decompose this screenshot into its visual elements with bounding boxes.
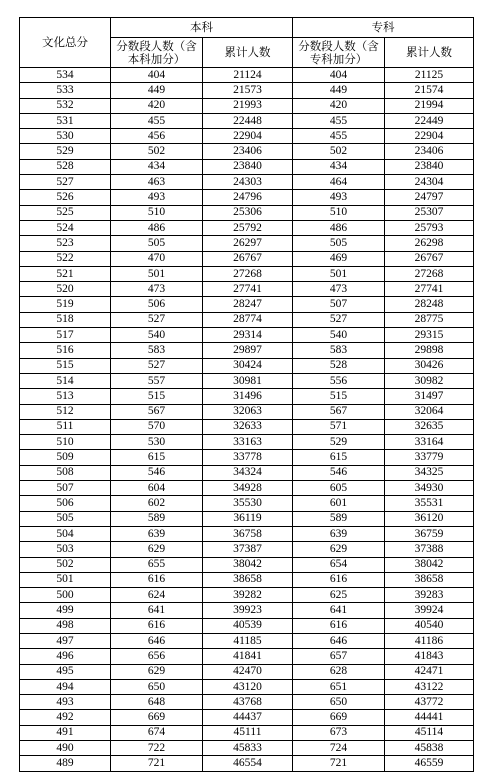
cumulative-cell: 32063 <box>203 404 293 419</box>
table-row <box>20 756 474 771</box>
cumulative-cell: 32633 <box>203 419 293 434</box>
score-cell: 512 <box>20 404 111 419</box>
table-header <box>20 18 474 68</box>
segment-count-cell: 473 <box>111 282 203 297</box>
cumulative-cell: 41841 <box>203 649 293 664</box>
cumulative-cell: 25792 <box>203 220 293 235</box>
table-row <box>20 481 474 496</box>
segment-count-cell: 646 <box>111 633 203 648</box>
cumulative-cell: 25306 <box>203 205 293 220</box>
segment-count-cell: 455 <box>111 113 203 128</box>
cumulative-cell: 45838 <box>385 741 474 756</box>
table-row <box>20 220 474 235</box>
cumulative-cell: 32064 <box>385 404 474 419</box>
table-body <box>20 68 474 772</box>
score-cell: 519 <box>20 297 111 312</box>
segment-count-cell: 470 <box>111 251 203 266</box>
score-cell: 533 <box>20 83 111 98</box>
cumulative-cell: 29315 <box>385 328 474 343</box>
segment-count-cell: 456 <box>111 129 203 144</box>
table-row <box>20 511 474 526</box>
segment-count-cell: 571 <box>293 419 385 434</box>
cumulative-cell: 44441 <box>385 710 474 725</box>
segment-count-cell: 486 <box>293 220 385 235</box>
table-row <box>20 373 474 388</box>
score-cell: 506 <box>20 496 111 511</box>
segment-count-cell: 527 <box>293 312 385 327</box>
score-cell: 492 <box>20 710 111 725</box>
segment-count-cell: 455 <box>293 129 385 144</box>
cumulative-cell: 33778 <box>203 450 293 465</box>
cumulative-cell: 28247 <box>203 297 293 312</box>
segment-count-cell: 615 <box>111 450 203 465</box>
score-cell: 502 <box>20 557 111 572</box>
segment-count-cell: 625 <box>293 588 385 603</box>
segment-count-cell: 605 <box>293 481 385 496</box>
table-row <box>20 236 474 251</box>
score-cell: 496 <box>20 649 111 664</box>
cumulative-cell: 27268 <box>385 266 474 281</box>
segment-count-cell: 624 <box>111 588 203 603</box>
cumulative-cell: 29897 <box>203 343 293 358</box>
cumulative-cell: 40539 <box>203 618 293 633</box>
segment-count-cell: 515 <box>293 389 385 404</box>
header-cumulative-junior-college: 累计人数 <box>385 38 474 68</box>
table-row <box>20 129 474 144</box>
cumulative-cell: 22448 <box>203 113 293 128</box>
score-cell: 494 <box>20 679 111 694</box>
table-row <box>20 450 474 465</box>
cumulative-cell: 21573 <box>203 83 293 98</box>
score-cell: 517 <box>20 328 111 343</box>
score-cell: 530 <box>20 129 111 144</box>
segment-count-cell: 540 <box>111 328 203 343</box>
table-row <box>20 633 474 648</box>
cumulative-cell: 44437 <box>203 710 293 725</box>
segment-count-cell: 546 <box>293 465 385 480</box>
segment-count-cell: 434 <box>111 159 203 174</box>
segment-count-cell: 493 <box>111 190 203 205</box>
cumulative-cell: 38042 <box>385 557 474 572</box>
cumulative-cell: 37388 <box>385 542 474 557</box>
segment-count-cell: 449 <box>111 83 203 98</box>
cumulative-cell: 30982 <box>385 373 474 388</box>
table-row <box>20 741 474 756</box>
cumulative-cell: 46554 <box>203 756 293 771</box>
score-distribution-table <box>19 17 474 772</box>
score-cell: 532 <box>20 98 111 113</box>
score-cell: 507 <box>20 481 111 496</box>
cumulative-cell: 43772 <box>385 695 474 710</box>
segment-count-cell: 527 <box>111 312 203 327</box>
cumulative-cell: 33779 <box>385 450 474 465</box>
segment-count-cell: 502 <box>293 144 385 159</box>
segment-count-cell: 602 <box>111 496 203 511</box>
segment-count-cell: 589 <box>293 511 385 526</box>
score-cell: 493 <box>20 695 111 710</box>
table-row <box>20 572 474 587</box>
segment-count-cell: 570 <box>111 419 203 434</box>
cumulative-cell: 38658 <box>385 572 474 587</box>
table-row <box>20 282 474 297</box>
cumulative-cell: 39924 <box>385 603 474 618</box>
score-cell: 528 <box>20 159 111 174</box>
segment-count-cell: 506 <box>111 297 203 312</box>
cumulative-cell: 45114 <box>385 725 474 740</box>
table-row <box>20 557 474 572</box>
cumulative-cell: 25307 <box>385 205 474 220</box>
segment-count-cell: 493 <box>293 190 385 205</box>
table-row <box>20 710 474 725</box>
segment-count-cell: 722 <box>111 741 203 756</box>
segment-count-cell: 650 <box>111 679 203 694</box>
table-row <box>20 113 474 128</box>
header-group-undergraduate: 本科 <box>111 18 293 38</box>
cumulative-cell: 23406 <box>385 144 474 159</box>
cumulative-cell: 32635 <box>385 419 474 434</box>
segment-count-cell: 641 <box>293 603 385 618</box>
cumulative-cell: 34928 <box>203 481 293 496</box>
cumulative-cell: 24304 <box>385 175 474 190</box>
table-row <box>20 618 474 633</box>
table-row <box>20 98 474 113</box>
segment-count-cell: 650 <box>293 695 385 710</box>
segment-count-cell: 404 <box>293 68 385 83</box>
cumulative-cell: 37387 <box>203 542 293 557</box>
segment-count-cell: 648 <box>111 695 203 710</box>
cumulative-cell: 26767 <box>203 251 293 266</box>
cumulative-cell: 26297 <box>203 236 293 251</box>
cumulative-cell: 42471 <box>385 664 474 679</box>
table-row <box>20 343 474 358</box>
cumulative-cell: 31497 <box>385 389 474 404</box>
score-cell: 526 <box>20 190 111 205</box>
segment-count-cell: 463 <box>111 175 203 190</box>
header-segment-count-undergraduate: 分数段人数（含本科加分） <box>111 38 203 68</box>
header-segment-count-junior-college: 分数段人数（含专科加分） <box>293 38 385 68</box>
cumulative-cell: 24797 <box>385 190 474 205</box>
segment-count-cell: 515 <box>111 389 203 404</box>
score-cell: 524 <box>20 220 111 235</box>
table-row <box>20 358 474 373</box>
segment-count-cell: 616 <box>293 572 385 587</box>
score-cell: 508 <box>20 465 111 480</box>
score-cell: 497 <box>20 633 111 648</box>
segment-count-cell: 673 <box>293 725 385 740</box>
score-cell: 500 <box>20 588 111 603</box>
header-row-1 <box>20 18 474 38</box>
cumulative-cell: 43768 <box>203 695 293 710</box>
cumulative-cell: 36759 <box>385 526 474 541</box>
cumulative-cell: 30426 <box>385 358 474 373</box>
segment-count-cell: 505 <box>111 236 203 251</box>
cumulative-cell: 30981 <box>203 373 293 388</box>
cumulative-cell: 36119 <box>203 511 293 526</box>
cumulative-cell: 21124 <box>203 68 293 83</box>
score-cell: 504 <box>20 526 111 541</box>
cumulative-cell: 21994 <box>385 98 474 113</box>
segment-count-cell: 654 <box>293 557 385 572</box>
cumulative-cell: 41186 <box>385 633 474 648</box>
segment-count-cell: 464 <box>293 175 385 190</box>
segment-count-cell: 404 <box>111 68 203 83</box>
segment-count-cell: 469 <box>293 251 385 266</box>
segment-count-cell: 724 <box>293 741 385 756</box>
cumulative-cell: 41843 <box>385 649 474 664</box>
segment-count-cell: 567 <box>293 404 385 419</box>
score-cell: 514 <box>20 373 111 388</box>
score-cell: 516 <box>20 343 111 358</box>
segment-count-cell: 501 <box>111 266 203 281</box>
cumulative-cell: 35530 <box>203 496 293 511</box>
cumulative-cell: 24303 <box>203 175 293 190</box>
segment-count-cell: 615 <box>293 450 385 465</box>
cumulative-cell: 34324 <box>203 465 293 480</box>
segment-count-cell: 655 <box>111 557 203 572</box>
cumulative-cell: 27268 <box>203 266 293 281</box>
segment-count-cell: 601 <box>293 496 385 511</box>
segment-count-cell: 557 <box>111 373 203 388</box>
cumulative-cell: 40540 <box>385 618 474 633</box>
table-row <box>20 664 474 679</box>
cumulative-cell: 22904 <box>203 129 293 144</box>
cumulative-cell: 21574 <box>385 83 474 98</box>
header-total-score: 文化总分 <box>20 18 111 68</box>
score-cell: 520 <box>20 282 111 297</box>
score-cell: 513 <box>20 389 111 404</box>
table-row <box>20 679 474 694</box>
cumulative-cell: 25793 <box>385 220 474 235</box>
cumulative-cell: 21125 <box>385 68 474 83</box>
table-row <box>20 389 474 404</box>
table-row <box>20 725 474 740</box>
table-row <box>20 159 474 174</box>
segment-count-cell: 556 <box>293 373 385 388</box>
cumulative-cell: 34930 <box>385 481 474 496</box>
score-cell: 510 <box>20 435 111 450</box>
segment-count-cell: 583 <box>293 343 385 358</box>
segment-count-cell: 546 <box>111 465 203 480</box>
score-cell: 503 <box>20 542 111 557</box>
segment-count-cell: 473 <box>293 282 385 297</box>
segment-count-cell: 567 <box>111 404 203 419</box>
cumulative-cell: 43120 <box>203 679 293 694</box>
segment-count-cell: 501 <box>293 266 385 281</box>
segment-count-cell: 502 <box>111 144 203 159</box>
segment-count-cell: 639 <box>111 526 203 541</box>
table-row <box>20 404 474 419</box>
score-cell: 525 <box>20 205 111 220</box>
segment-count-cell: 420 <box>111 98 203 113</box>
cumulative-cell: 28774 <box>203 312 293 327</box>
score-cell: 515 <box>20 358 111 373</box>
cumulative-cell: 24796 <box>203 190 293 205</box>
score-cell: 490 <box>20 741 111 756</box>
table-row <box>20 542 474 557</box>
segment-count-cell: 530 <box>111 435 203 450</box>
cumulative-cell: 29314 <box>203 328 293 343</box>
segment-count-cell: 505 <box>293 236 385 251</box>
segment-count-cell: 657 <box>293 649 385 664</box>
table-row <box>20 266 474 281</box>
score-cell: 527 <box>20 175 111 190</box>
table-row <box>20 68 474 83</box>
cumulative-cell: 33163 <box>203 435 293 450</box>
table-row <box>20 312 474 327</box>
score-cell: 511 <box>20 419 111 434</box>
cumulative-cell: 29898 <box>385 343 474 358</box>
table-row <box>20 588 474 603</box>
score-cell: 531 <box>20 113 111 128</box>
table-row <box>20 297 474 312</box>
segment-count-cell: 669 <box>111 710 203 725</box>
segment-count-cell: 540 <box>293 328 385 343</box>
cumulative-cell: 31496 <box>203 389 293 404</box>
score-cell: 522 <box>20 251 111 266</box>
cumulative-cell: 23840 <box>203 159 293 174</box>
segment-count-cell: 656 <box>111 649 203 664</box>
cumulative-cell: 22449 <box>385 113 474 128</box>
table-row <box>20 496 474 511</box>
cumulative-cell: 26767 <box>385 251 474 266</box>
segment-count-cell: 616 <box>111 618 203 633</box>
header-group-junior-college: 专科 <box>293 18 474 38</box>
segment-count-cell: 641 <box>111 603 203 618</box>
segment-count-cell: 510 <box>111 205 203 220</box>
score-cell: 521 <box>20 266 111 281</box>
table-row <box>20 205 474 220</box>
cumulative-cell: 33164 <box>385 435 474 450</box>
table-row <box>20 649 474 664</box>
score-cell: 518 <box>20 312 111 327</box>
score-cell: 489 <box>20 756 111 771</box>
segment-count-cell: 651 <box>293 679 385 694</box>
cumulative-cell: 46559 <box>385 756 474 771</box>
table-row <box>20 190 474 205</box>
table-row <box>20 465 474 480</box>
segment-count-cell: 529 <box>293 435 385 450</box>
segment-count-cell: 721 <box>293 756 385 771</box>
segment-count-cell: 646 <box>293 633 385 648</box>
cumulative-cell: 22904 <box>385 129 474 144</box>
score-cell: 529 <box>20 144 111 159</box>
cumulative-cell: 26298 <box>385 236 474 251</box>
segment-count-cell: 669 <box>293 710 385 725</box>
segment-count-cell: 721 <box>111 756 203 771</box>
cumulative-cell: 42470 <box>203 664 293 679</box>
cumulative-cell: 27741 <box>385 282 474 297</box>
table-row <box>20 695 474 710</box>
segment-count-cell: 510 <box>293 205 385 220</box>
cumulative-cell: 38042 <box>203 557 293 572</box>
segment-count-cell: 420 <box>293 98 385 113</box>
segment-count-cell: 639 <box>293 526 385 541</box>
table-row <box>20 328 474 343</box>
score-cell: 498 <box>20 618 111 633</box>
segment-count-cell: 616 <box>111 572 203 587</box>
segment-count-cell: 486 <box>111 220 203 235</box>
cumulative-cell: 39283 <box>385 588 474 603</box>
score-cell: 495 <box>20 664 111 679</box>
table-row <box>20 419 474 434</box>
cumulative-cell: 21993 <box>203 98 293 113</box>
cumulative-cell: 30424 <box>203 358 293 373</box>
cumulative-cell: 45833 <box>203 741 293 756</box>
cumulative-cell: 23840 <box>385 159 474 174</box>
table-row <box>20 603 474 618</box>
score-cell: 523 <box>20 236 111 251</box>
segment-count-cell: 589 <box>111 511 203 526</box>
cumulative-cell: 43122 <box>385 679 474 694</box>
segment-count-cell: 604 <box>111 481 203 496</box>
segment-count-cell: 674 <box>111 725 203 740</box>
cumulative-cell: 45111 <box>203 725 293 740</box>
score-cell: 499 <box>20 603 111 618</box>
score-cell: 491 <box>20 725 111 740</box>
cumulative-cell: 27741 <box>203 282 293 297</box>
cumulative-cell: 36120 <box>385 511 474 526</box>
table-row <box>20 251 474 266</box>
cumulative-cell: 28775 <box>385 312 474 327</box>
cumulative-cell: 39282 <box>203 588 293 603</box>
cumulative-cell: 28248 <box>385 297 474 312</box>
segment-count-cell: 527 <box>111 358 203 373</box>
segment-count-cell: 455 <box>293 113 385 128</box>
segment-count-cell: 616 <box>293 618 385 633</box>
cumulative-cell: 41185 <box>203 633 293 648</box>
score-cell: 509 <box>20 450 111 465</box>
table-row <box>20 175 474 190</box>
score-cell: 534 <box>20 68 111 83</box>
segment-count-cell: 434 <box>293 159 385 174</box>
segment-count-cell: 629 <box>111 664 203 679</box>
segment-count-cell: 629 <box>111 542 203 557</box>
segment-count-cell: 449 <box>293 83 385 98</box>
cumulative-cell: 35531 <box>385 496 474 511</box>
table-row <box>20 144 474 159</box>
cumulative-cell: 39923 <box>203 603 293 618</box>
score-cell: 501 <box>20 572 111 587</box>
cumulative-cell: 34325 <box>385 465 474 480</box>
segment-count-cell: 628 <box>293 664 385 679</box>
segment-count-cell: 583 <box>111 343 203 358</box>
segment-count-cell: 629 <box>293 542 385 557</box>
table-row <box>20 526 474 541</box>
segment-count-cell: 528 <box>293 358 385 373</box>
segment-count-cell: 507 <box>293 297 385 312</box>
cumulative-cell: 23406 <box>203 144 293 159</box>
cumulative-cell: 36758 <box>203 526 293 541</box>
table-row <box>20 83 474 98</box>
score-cell: 505 <box>20 511 111 526</box>
table-row <box>20 435 474 450</box>
header-cumulative-undergraduate: 累计人数 <box>203 38 293 68</box>
cumulative-cell: 38658 <box>203 572 293 587</box>
